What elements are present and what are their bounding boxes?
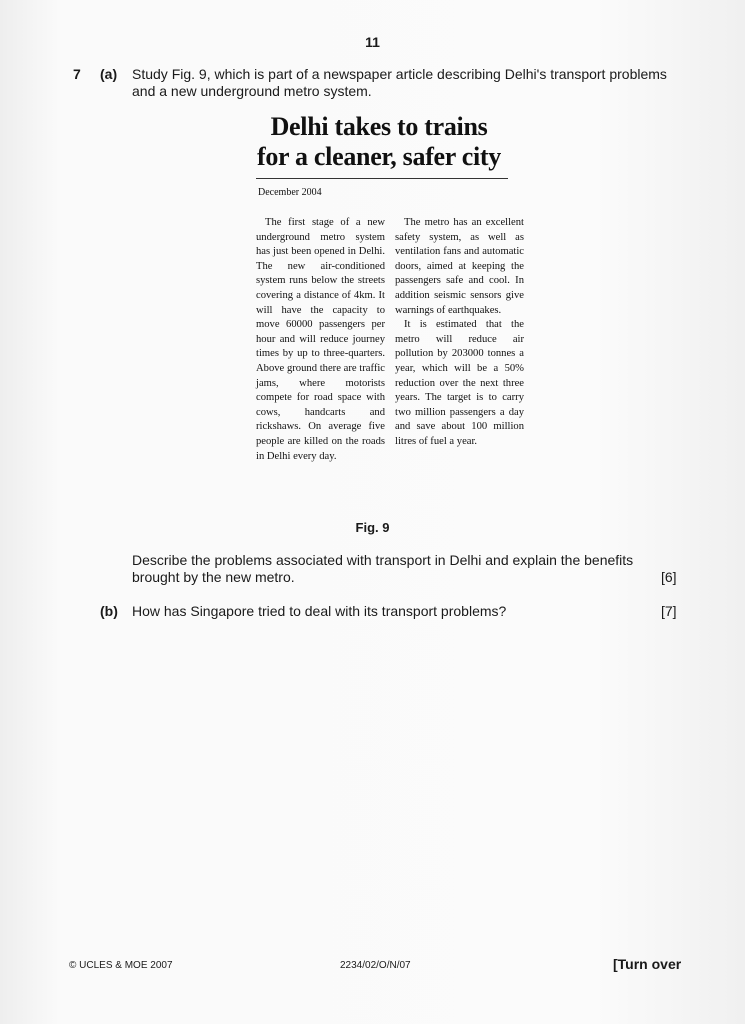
article-paragraph: The metro has an excellent safety system, as well as ventilation fans and automatic doors, aimed at keeping the passengers safe and cool. In addition seismic sensors give warnings of earthquakes. <box>395 217 524 316</box>
part-b-label: (b) <box>100 603 118 619</box>
headline-line-1: Delhi takes to trains <box>270 112 488 141</box>
article-column-2 <box>395 216 524 464</box>
part-a-intro: Study Fig. 9, which is part of a newspaper article describing Delhi's transport problems and a new underground metro system. <box>132 66 667 99</box>
article-headline <box>254 112 504 172</box>
article-columns <box>256 216 524 464</box>
headline-divider <box>256 178 508 179</box>
part-b-question: How has Singapore tried to deal with its transport problems? <box>132 603 507 619</box>
headline-line-2: for a cleaner, safer city <box>257 142 501 171</box>
article-date: December 2004 <box>258 187 322 198</box>
part-a-task: Describe the problems associated with transport in Delhi and explain the benefits brought by the new metro. <box>132 552 634 585</box>
article-paragraph: It is estimated that the metro will reduce air pollution by 203000 tonnes a year, which will be a 50% reduction over the next three years. The target is to carry two million passengers a day and save about 100 million litres of fuel a year. <box>395 319 524 447</box>
part-b-marks: [7] <box>661 603 677 619</box>
footer-paper-code: 2234/02/O/N/07 <box>340 960 411 971</box>
part-a-marks: [6] <box>661 569 677 585</box>
article-column-1 <box>256 216 385 464</box>
article-paragraph: The first stage of a new underground metro system has just been opened in Delhi. The new air-conditioned system runs below the streets covering a distance of 4km. It will have the capacity to move 60000 passengers per hour and will reduce journey times by up to three-quarters. Above ground there are traffic jams, where motorists compete for road space with cows, handcarts and rickshaws. On average five people are killed on the roads in Delhi every day. <box>256 217 385 462</box>
newspaper-article <box>240 112 524 464</box>
footer-turn-over: [Turn over <box>613 956 682 972</box>
question-number: 7 <box>73 66 81 82</box>
part-a-label: (a) <box>100 66 118 82</box>
page-number: 11 <box>365 34 380 50</box>
figure-label: Fig. 9 <box>355 520 390 535</box>
footer-copyright: © UCLES & MOE 2007 <box>69 960 173 971</box>
